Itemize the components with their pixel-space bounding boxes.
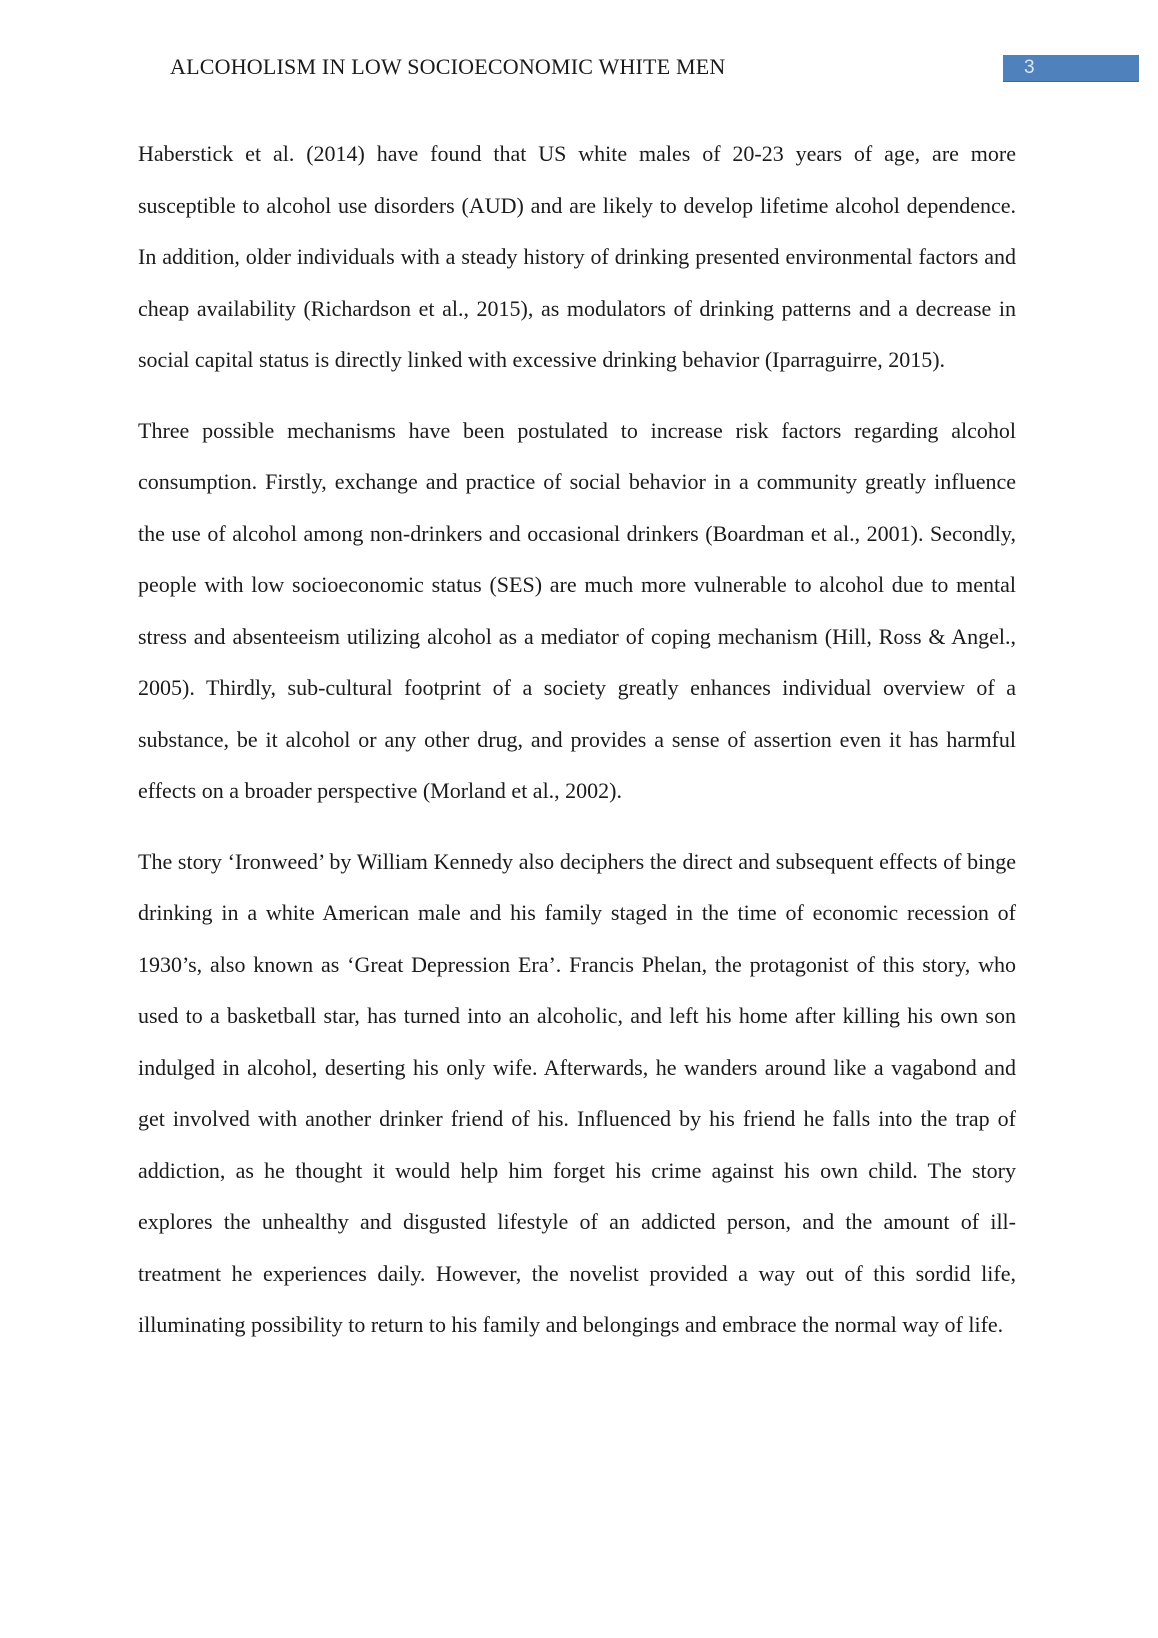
document-body — [138, 128, 1016, 1370]
paragraph-3: The story ‘Ironweed’ by William Kennedy also deciphers the direct and subsequent effects of binge drinking in a white American male and his family staged in the time of economic recession of 1930’s, also known as ‘Great Depression Era’. Francis Phelan, the protagonist of this story, who used to a basketball star, has turned into an alcoholic, and left his home after killing his own son indulged in alcohol, deserting his only wife. Afterwards, he wanders around like a vagabond and get involved with another drinker friend of his. Influenced by his friend he falls into the trap of addiction, as he thought it would help him forget his crime against his own child. The story explores the unhealthy and disgusted lifestyle of an addicted person, and the amount of ill-treatment he experiences daily. However, the novelist provided a way out of this sordid life, illuminating possibility to return to his family and belongings and embrace the normal way of life. — [138, 848, 1016, 1337]
paragraph-2: Three possible mechanisms have been postulated to increase risk factors regarding alcohol consumption. Firstly, exchange and practice of social behavior in a community greatly influence the use of alcohol among non-drinkers and occasional drinkers (Boardman et al., 2001). Secondly, people with low socioeconomic status (SES) are much more vulnerable to alcohol due to mental stress and absenteeism utilizing alcohol as a mediator of coping mechanism (Hill, Ross & Angel., 2005). Thirdly, sub-cultural footprint of a society greatly enhances individual overview of a substance, be it alcohol or any other drug, and provides a sense of assertion even it has harmful effects on a broader perspective (Morland et al., 2002). — [138, 417, 1016, 803]
running-head: ALCOHOLISM IN LOW SOCIOECONOMIC WHITE MEN — [170, 54, 726, 79]
page-number: 3 — [1024, 57, 1035, 78]
page-number-badge — [1003, 55, 1139, 82]
paragraph-1: Haberstick et al. (2014) have found that US white males of 20-23 years of age, are more susceptible to alcohol use disorders (AUD) and are likely to develop lifetime alcohol dependence. In addition, older individuals with a steady history of drinking presented environmental factors and cheap availability (Richardson et al., 2015), as modulators of drinking patterns and a decrease in social capital status is directly linked with excessive drinking behavior (Iparraguirre, 2015). — [138, 141, 1016, 372]
